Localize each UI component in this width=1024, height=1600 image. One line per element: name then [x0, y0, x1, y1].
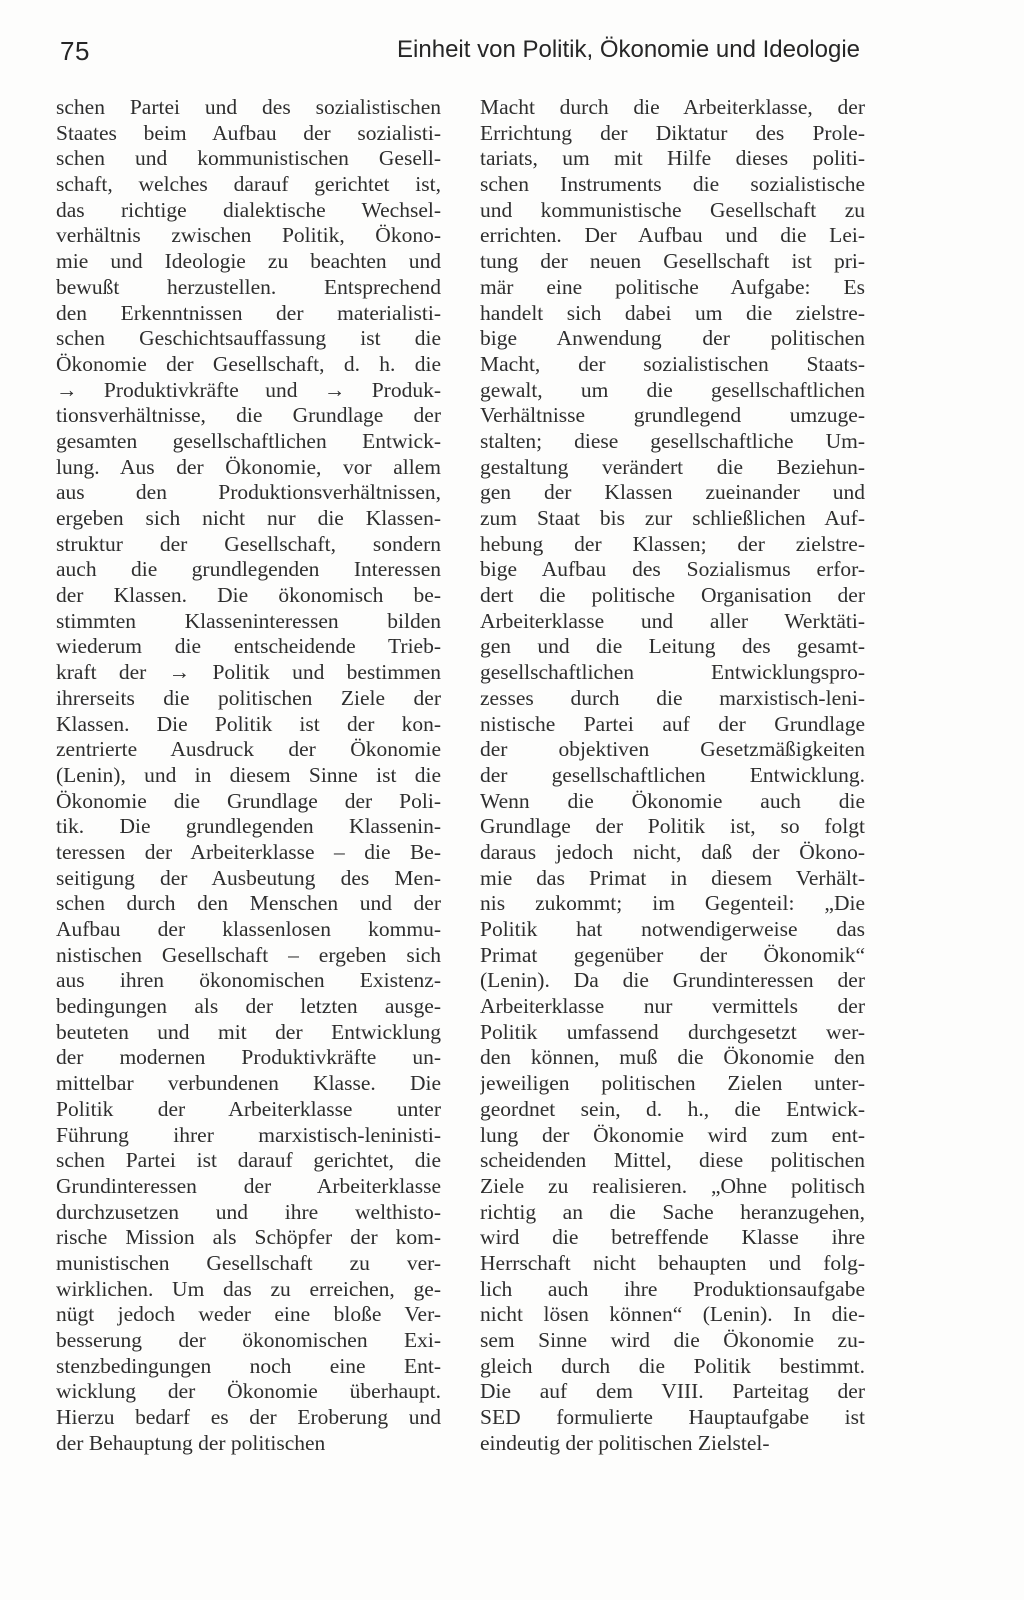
- text-line: tik. Die grundlegenden Klassenin-: [56, 814, 441, 839]
- text-line: Arbeiterklasse und aller Werktäti-: [480, 608, 865, 633]
- text-line: mittelbar verbundenen Klasse. Die: [56, 1071, 441, 1096]
- text-line: schen Partei ist darauf gerichtet, die: [56, 1148, 441, 1173]
- text-line: gleich durch die Politik bestimmt.: [480, 1353, 865, 1378]
- text-line: jeweiligen politischen Zielen unter-: [480, 1071, 865, 1096]
- text-line: lich auch ihre Produktionsaufgabe: [480, 1276, 865, 1301]
- text-line: Macht, der sozialistischen Staats-: [480, 351, 865, 376]
- text-line: Aufbau der klassenlosen kommu-: [56, 917, 441, 941]
- text-line: tung der neuen Gesellschaft ist pri-: [480, 249, 865, 274]
- text-line: schen und kommunistischen Gesell-: [56, 146, 441, 171]
- text-line: seitigung der Ausbeutung des Men-: [56, 865, 441, 890]
- text-line: Hierzu bedarf es der Eroberung und: [56, 1405, 441, 1430]
- text-line: gen der Klassen zueinander und: [480, 480, 865, 505]
- text-line: geordnet sein, d. h., die Entwick-: [480, 1096, 865, 1121]
- text-line: zum Staat bis zur schließlichen Auf-: [480, 506, 865, 530]
- text-line: tariats, um mit Hilfe dieses politi-: [480, 146, 865, 171]
- text-line: auch die grundlegenden Interessen: [56, 557, 441, 582]
- text-line: bedingungen als der letzten ausge-: [56, 994, 441, 1019]
- text-line: schen durch den Menschen und der: [56, 891, 441, 916]
- right-text-column: [480, 95, 865, 1456]
- text-line: durchzusetzen und ihre welthisto-: [56, 1199, 441, 1224]
- text-line: stalten; diese gesellschaftliche Um-: [480, 428, 865, 453]
- text-line: lung der Ökonomie wird zum ent-: [480, 1122, 865, 1147]
- text-line: der Behauptung der politischen: [56, 1430, 326, 1455]
- text-line: Führung ihrer marxistisch-leninisti-: [56, 1122, 441, 1147]
- text-line: Politik umfassend durchgesetzt wer-: [480, 1019, 865, 1044]
- text-line: (Lenin), und in diesem Sinne ist die: [56, 762, 441, 787]
- page-header: [60, 36, 860, 76]
- text-line: mie und Ideologie zu beachten und: [56, 249, 441, 274]
- text-line: gesamten gesellschaftlichen Entwick-: [56, 428, 441, 453]
- text-line: Errichtung der Diktatur des Prole-: [480, 120, 865, 145]
- text-line: stenzbedingungen noch eine Ent-: [56, 1353, 441, 1378]
- text-line: und kommunistische Gesellschaft zu: [480, 197, 865, 222]
- text-line: struktur der Gesellschaft, sondern: [56, 531, 441, 556]
- text-line: bige Aufbau des Sozialismus erfor-: [480, 557, 865, 582]
- text-line: Wenn die Ökonomie auch die: [480, 788, 865, 813]
- text-line: handelt sich dabei um die zielstre-: [480, 300, 865, 325]
- text-line: scheidenden Mittel, diese politischen: [480, 1148, 865, 1173]
- text-line: Verhältnisse grundlegend umzuge-: [480, 403, 865, 428]
- text-line: lung. Aus der Ökonomie, vor allem: [56, 454, 441, 479]
- text-line: nis zukommt; im Gegenteil: „Die: [480, 891, 865, 916]
- text-line: eindeutig der politischen Zielstel-: [480, 1430, 770, 1455]
- text-line: aus ihren ökonomischen Existenz-: [56, 968, 441, 993]
- text-line: verhältnis zwischen Politik, Ökono-: [56, 223, 441, 248]
- text-line: mär eine politische Aufgabe: Es: [480, 274, 865, 299]
- text-line: ergeben sich nicht nur die Klassen-: [56, 506, 441, 530]
- text-line: Ziele zu realisieren. „Ohne politisch: [480, 1173, 865, 1198]
- text-line: Grundlage der Politik ist, so folgt: [480, 814, 865, 839]
- text-line: besserung der ökonomischen Exi-: [56, 1328, 441, 1352]
- running-head: Einheit von Politik, Ökonomie und Ideologie: [397, 36, 860, 63]
- left-text-column: [56, 95, 441, 1456]
- text-line: richtig an die Sache heranzugehen,: [480, 1199, 865, 1224]
- text-line: gesellschaftlichen Entwicklungspro-: [480, 660, 865, 685]
- text-line: Die auf dem VIII. Parteitag der: [480, 1379, 865, 1404]
- text-line: errichten. Der Aufbau und die Lei-: [480, 223, 865, 248]
- text-line: das richtige dialektische Wechsel-: [56, 197, 441, 222]
- text-line: mie das Primat in diesem Verhält-: [480, 865, 865, 890]
- text-line: Herrschaft nicht behaupten und folg-: [480, 1250, 865, 1275]
- text-line: nicht lösen können“ (Lenin). In die-: [480, 1302, 865, 1327]
- text-line: schen Instruments die sozialistische: [480, 172, 865, 197]
- text-line: der modernen Produktivkräfte un-: [56, 1045, 441, 1070]
- text-line: schen Partei und des sozialistischen: [56, 95, 441, 119]
- text-line: schaft, welches darauf gerichtet ist,: [56, 172, 441, 197]
- text-line: der objektiven Gesetzmäßigkeiten: [480, 737, 865, 762]
- text-line: Politik hat notwendigerweise das: [480, 917, 865, 941]
- text-line: nistischen Gesellschaft – ergeben sich: [56, 942, 441, 967]
- text-line: SED formulierte Hauptaufgabe ist: [480, 1405, 865, 1430]
- text-line: gen und die Leitung des gesamt-: [480, 634, 865, 659]
- text-line: bewußt herzustellen. Entsprechend: [56, 274, 441, 299]
- text-line: stimmten Klasseninteressen bilden: [56, 608, 441, 633]
- text-line: den Erkenntnissen der materialisti-: [56, 300, 441, 325]
- text-line: munistischen Gesellschaft zu ver-: [56, 1250, 441, 1275]
- text-line: tionsverhältnisse, die Grundlage der: [56, 403, 441, 428]
- text-line: hebung der Klassen; der zielstre-: [480, 531, 865, 556]
- text-line: beuteten und mit der Entwicklung: [56, 1019, 441, 1044]
- text-line: bige Anwendung der politischen: [480, 326, 865, 351]
- text-line: der Klassen. Die ökonomisch be-: [56, 583, 441, 608]
- text-line: Ökonomie der Gesellschaft, d. h. die: [56, 351, 441, 376]
- text-line: den können, muß die Ökonomie den: [480, 1045, 865, 1070]
- text-line: wiederum die entscheidende Trieb-: [56, 634, 441, 659]
- text-line: nügt jedoch weder eine bloße Ver-: [56, 1302, 441, 1327]
- text-line: aus den Produktionsverhältnissen,: [56, 480, 441, 505]
- text-line: Politik der Arbeiterklasse unter: [56, 1096, 441, 1121]
- text-line: der gesellschaftlichen Entwicklung.: [480, 762, 865, 787]
- text-line: teressen der Arbeiterklasse – die Be-: [56, 839, 441, 864]
- text-line: Primat gegenüber der Ökonomik“: [480, 942, 865, 967]
- text-line: wicklung der Ökonomie überhaupt.: [56, 1379, 441, 1404]
- text-line: Arbeiterklasse nur vermittels der: [480, 994, 865, 1019]
- text-line: zesses durch die marxistisch-leni-: [480, 685, 865, 710]
- text-line: Macht durch die Arbeiterklasse, der: [480, 95, 865, 119]
- text-line: sem Sinne wird die Ökonomie zu-: [480, 1328, 865, 1352]
- text-line: schen Geschichtsauffassung ist die: [56, 326, 441, 351]
- text-line: ihrerseits die politischen Ziele der: [56, 685, 441, 710]
- text-line: gestaltung verändert die Beziehun-: [480, 454, 865, 479]
- text-line: wirklichen. Um das zu erreichen, ge-: [56, 1276, 441, 1301]
- text-line: Staates beim Aufbau der sozialisti-: [56, 120, 441, 145]
- text-line: Ökonomie die Grundlage der Poli-: [56, 788, 441, 813]
- text-line: daraus jedoch nicht, daß der Ökono-: [480, 839, 865, 864]
- text-line: rische Mission als Schöpfer der kom-: [56, 1225, 441, 1250]
- text-line: (Lenin). Da die Grundinteressen der: [480, 968, 865, 993]
- text-line: nistische Partei auf der Grundlage: [480, 711, 865, 736]
- page-number: 75: [60, 36, 90, 66]
- text-line: → Produktivkräfte und → Produk-: [56, 377, 441, 402]
- text-line: dert die politische Organisation der: [480, 583, 865, 608]
- text-line: Klassen. Die Politik ist der kon-: [56, 711, 441, 736]
- text-line: Grundinteressen der Arbeiterklasse: [56, 1173, 441, 1198]
- text-line: gewalt, um die gesellschaftlichen: [480, 377, 865, 402]
- text-line: kraft der → Politik und bestimmen: [56, 660, 441, 685]
- text-line: wird die betreffende Klasse ihre: [480, 1225, 865, 1250]
- text-line: zentrierte Ausdruck der Ökonomie: [56, 737, 441, 762]
